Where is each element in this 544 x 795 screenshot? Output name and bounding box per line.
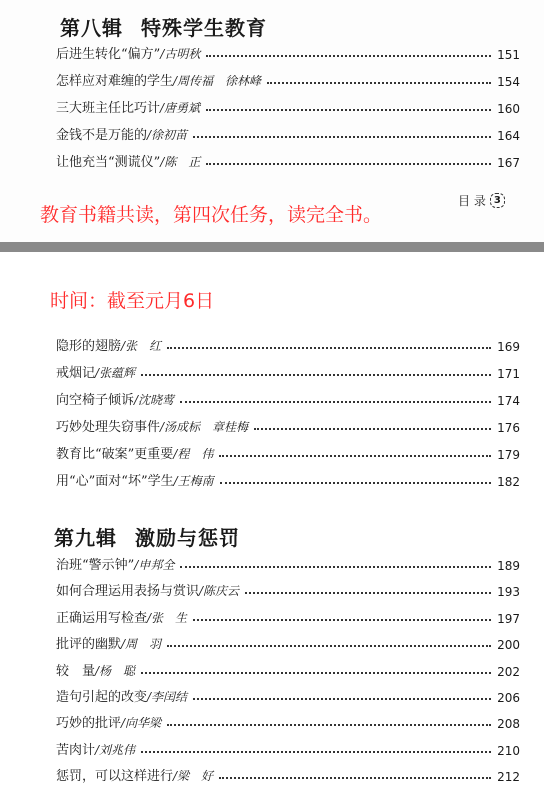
toc-entry (56, 762, 520, 784)
toc-entry-title (56, 686, 187, 705)
toc-entry-title (56, 97, 200, 116)
toc-entry-title (56, 43, 200, 62)
toc-entry-title (56, 633, 161, 652)
toc-entry (56, 440, 520, 462)
entry-page: 169 (497, 340, 520, 354)
entry-title: 教育比“破案”更重要 (56, 447, 174, 462)
contents-page-mark (458, 192, 505, 209)
entry-title: 惩罚，可以这样进行 (56, 769, 174, 785)
entry-page: 210 (497, 743, 520, 758)
toc-entry (56, 736, 520, 758)
entry-page: 179 (497, 448, 520, 462)
entry-author: /唐勇斌 (160, 101, 201, 115)
entry-page: 208 (497, 717, 520, 732)
entry-author: /周 羽 (121, 637, 162, 652)
toc-entry (56, 121, 520, 143)
entry-page: 167 (497, 156, 520, 170)
entry-author: /申邦全 (134, 558, 175, 572)
toc-entry-title (56, 362, 135, 381)
section-title-9 (54, 522, 240, 551)
toc-entry (56, 40, 520, 62)
toc-entry-title (56, 712, 161, 731)
entry-author: /古明秋 (160, 47, 201, 61)
entry-page: 164 (497, 129, 520, 143)
entry-page: 160 (497, 102, 520, 116)
entry-page: 171 (497, 367, 520, 381)
leader-dots (167, 347, 491, 349)
entry-page: 174 (497, 394, 520, 408)
entry-author: /王梅南 (173, 474, 214, 488)
entry-title: 怎样应对难缠的学生 (56, 74, 174, 89)
entry-author: /陈庆云 (199, 584, 240, 599)
toc-entry (56, 413, 520, 435)
entry-author: /张 生 (147, 610, 188, 625)
toc-entry-title (56, 416, 248, 435)
entry-author: /向华梁 (121, 716, 162, 731)
toc-entry (56, 630, 520, 652)
entry-author: /徐初苗 (147, 128, 188, 142)
entry-author: /杨 聪 (95, 663, 136, 678)
section-name: 激励与惩罚 (135, 526, 240, 550)
entry-author: /李闰结 (147, 690, 188, 704)
entry-author: /沈晓莺 (134, 393, 175, 407)
leader-dots (219, 777, 491, 779)
toc-entry-title (56, 554, 174, 573)
task-note: 教育书籍共读，第四次任务，读完全书。 (40, 204, 383, 226)
toc-entry (56, 604, 520, 626)
leader-dots (180, 566, 491, 568)
toc-entry-title (56, 470, 214, 489)
toc-entry (56, 467, 520, 489)
entry-title: 批评的幽默 (56, 637, 122, 653)
entry-title: 造句引起的改变 (56, 690, 148, 705)
leader-dots (141, 374, 491, 376)
entry-author: /陈 正 (160, 155, 201, 169)
leader-dots (206, 109, 491, 111)
entry-title: 金钱不是万能的 (56, 128, 148, 143)
entry-author: /梁 好 (173, 769, 214, 784)
entry-author: /张蕴辉 (95, 366, 136, 380)
entry-title: 戒烟记 (56, 366, 96, 381)
entry-page: 193 (497, 585, 520, 600)
leader-dots (206, 163, 491, 165)
toc-entry-title (56, 739, 135, 758)
section-name: 特殊学生教育 (141, 16, 267, 40)
toc-entry (56, 332, 520, 354)
entry-title: 正确运用写检查 (56, 610, 148, 626)
section-number: 第八辑 (60, 16, 123, 40)
entry-title: 治班“警示钟” (56, 558, 135, 573)
entry-title: 较 量 (56, 663, 96, 679)
contents-page-number: 3 (490, 193, 505, 208)
toc-entry (56, 148, 520, 170)
entry-author: /张 红 (121, 339, 162, 353)
toc-entry (56, 551, 520, 573)
entry-author: /汤成标 章桂梅 (160, 420, 249, 434)
entry-title: 用“心”面对“坏”学生 (56, 474, 174, 489)
toc-entry-title (56, 660, 135, 679)
entry-page: 189 (497, 559, 520, 573)
toc-entry (56, 67, 520, 89)
entry-page: 212 (497, 770, 520, 785)
toc-entry (56, 657, 520, 679)
entry-author: /刘兆伟 (95, 742, 136, 757)
leader-dots (180, 401, 491, 403)
entry-title: 三大班主任比巧计 (56, 101, 161, 116)
leader-dots (141, 672, 491, 674)
toc-entry-title (56, 335, 161, 354)
toc-entry-title (56, 70, 261, 89)
toc-entry (56, 359, 520, 381)
entry-page: 200 (497, 638, 520, 653)
toc-entry-title (56, 389, 174, 408)
leader-dots (245, 592, 491, 594)
toc-entry-title (56, 443, 213, 462)
entry-page: 154 (497, 75, 520, 89)
entry-title: 让他充当“测谎仪” (56, 155, 161, 170)
entry-page: 182 (497, 475, 520, 489)
toc-entry-title (56, 607, 187, 626)
entry-title: 如何合理运用表扬与赏识 (56, 584, 200, 600)
entry-page: 197 (497, 611, 520, 626)
section-number: 第九辑 (54, 526, 117, 550)
entry-page: 176 (497, 421, 520, 435)
leader-dots (206, 55, 491, 57)
entry-title: 后进生转化“偏方” (56, 47, 161, 62)
leader-dots (167, 724, 491, 726)
toc-entry-title (56, 765, 213, 784)
leader-dots (193, 619, 491, 621)
leader-dots (254, 428, 491, 430)
entry-title: 向空椅子倾诉 (56, 393, 135, 408)
leader-dots (141, 751, 491, 753)
entry-page: 206 (497, 691, 520, 705)
entry-title: 巧妙的批评 (56, 716, 122, 732)
page-divider (0, 242, 544, 252)
toc-entry (56, 386, 520, 408)
toc-entry-title (56, 124, 187, 143)
entry-author: /程 伟 (173, 447, 214, 461)
entry-page: 151 (497, 48, 520, 62)
toc-entry (56, 94, 520, 116)
entry-page: 202 (497, 664, 520, 679)
entry-title: 苦肉计 (56, 742, 96, 758)
leader-dots (193, 698, 491, 700)
leader-dots (220, 482, 491, 484)
entry-title: 巧妙处理失窃事件 (56, 420, 161, 435)
toc-entry (56, 683, 520, 705)
entry-author: /周传福 徐林峰 (173, 74, 262, 88)
deadline-note: 时间：截至元月6日 (50, 290, 215, 312)
leader-dots (267, 82, 491, 84)
toc-entry (56, 577, 520, 599)
contents-label: 目 录 (458, 194, 486, 208)
toc-entry-title (56, 151, 200, 170)
leader-dots (193, 136, 491, 138)
toc-entry-title (56, 580, 239, 599)
leader-dots (219, 455, 491, 457)
section-title-8 (60, 12, 267, 41)
leader-dots (167, 645, 491, 647)
toc-entry (56, 709, 520, 731)
entry-title: 隐形的翅膀 (56, 339, 122, 354)
